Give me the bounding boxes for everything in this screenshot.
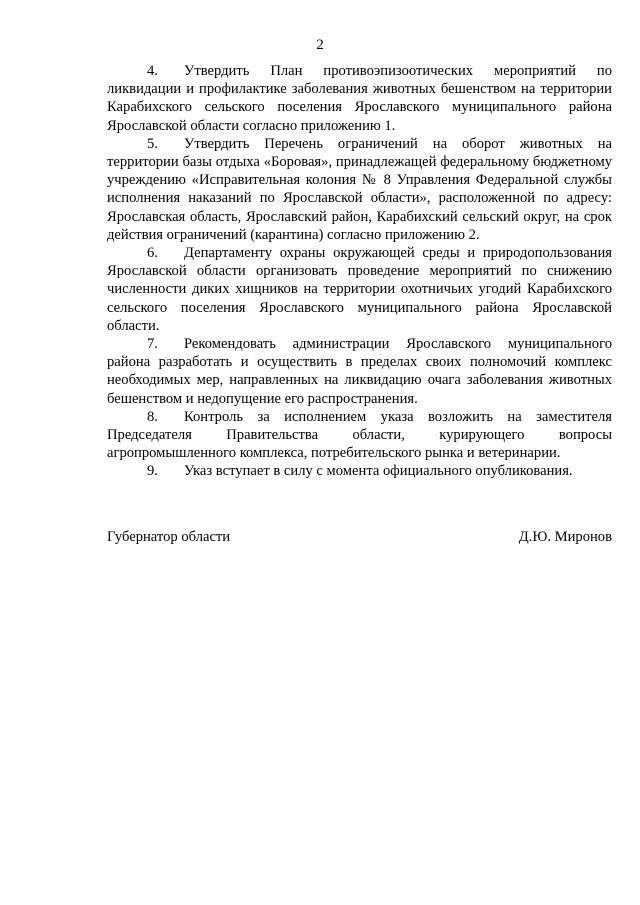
paragraph-number: 6. — [147, 245, 158, 262]
paragraph-9 — [107, 462, 612, 480]
paragraph-5 — [107, 135, 612, 244]
paragraph-7 — [107, 335, 612, 408]
signatory-position: Губернатор области — [107, 529, 231, 545]
paragraph-number: 9. — [147, 463, 158, 480]
page-number: 2 — [316, 37, 324, 53]
paragraph-8 — [107, 408, 612, 463]
paragraph-text: Рекомендовать администрации Ярославского муниципального района разработать и осуществить в пределах своих полномочий комплекс необходимых мер, направленных на ликвидацию очага заболевания животных бешенством и недопущение его распространения. — [107, 336, 612, 407]
paragraph-text: Департаменту охраны окружающей среды и природопользования Ярославской области организовать проведение мероприятий по снижению численности диких хищников на территории охотничьих угодий Карабихского сельского поселения Ярославского муниципального района Ярославской области. — [107, 245, 612, 334]
signature-block — [107, 528, 612, 546]
document-body — [107, 62, 612, 481]
paragraph-text: Утвердить Перечень ограничений на оборот животных на территории базы отдыха «Боровая», принадлежащей федеральному бюджетному учреждению «Исправительная колония № 8 Управления Федеральной службы исполнения наказаний по Ярославской области», расположенной по адресу: Ярославская область, Ярославский район, Карабихский сельский округ, на срок действия ограничений (карантина) согласно приложению 2. — [107, 135, 612, 243]
paragraph-6 — [107, 244, 612, 335]
paragraph-text: Контроль за исполнением указа возложить на заместителя Председателя Правительства области, курирующего вопросы агропромышленного комплекса, потребительского рынка и ветеринарии. — [107, 408, 612, 462]
paragraph-4 — [107, 62, 612, 135]
signatory-name: Д.Ю. Миронов — [518, 529, 612, 545]
paragraph-number: 4. — [147, 63, 158, 79]
paragraph-text: Утвердить План противоэпизоотических мероприятий по ликвидации и профилактике заболевания животных бешенством на территории Карабихского сельского поселения Ярославского муниципального района Ярославской области согласно приложению 1. — [107, 63, 612, 134]
paragraph-number: 8. — [147, 408, 158, 425]
paragraph-number: 7. — [147, 336, 158, 353]
paragraph-number: 5. — [147, 135, 158, 152]
paragraph-text: Указ вступает в силу с момента официального опубликования. — [184, 463, 573, 480]
